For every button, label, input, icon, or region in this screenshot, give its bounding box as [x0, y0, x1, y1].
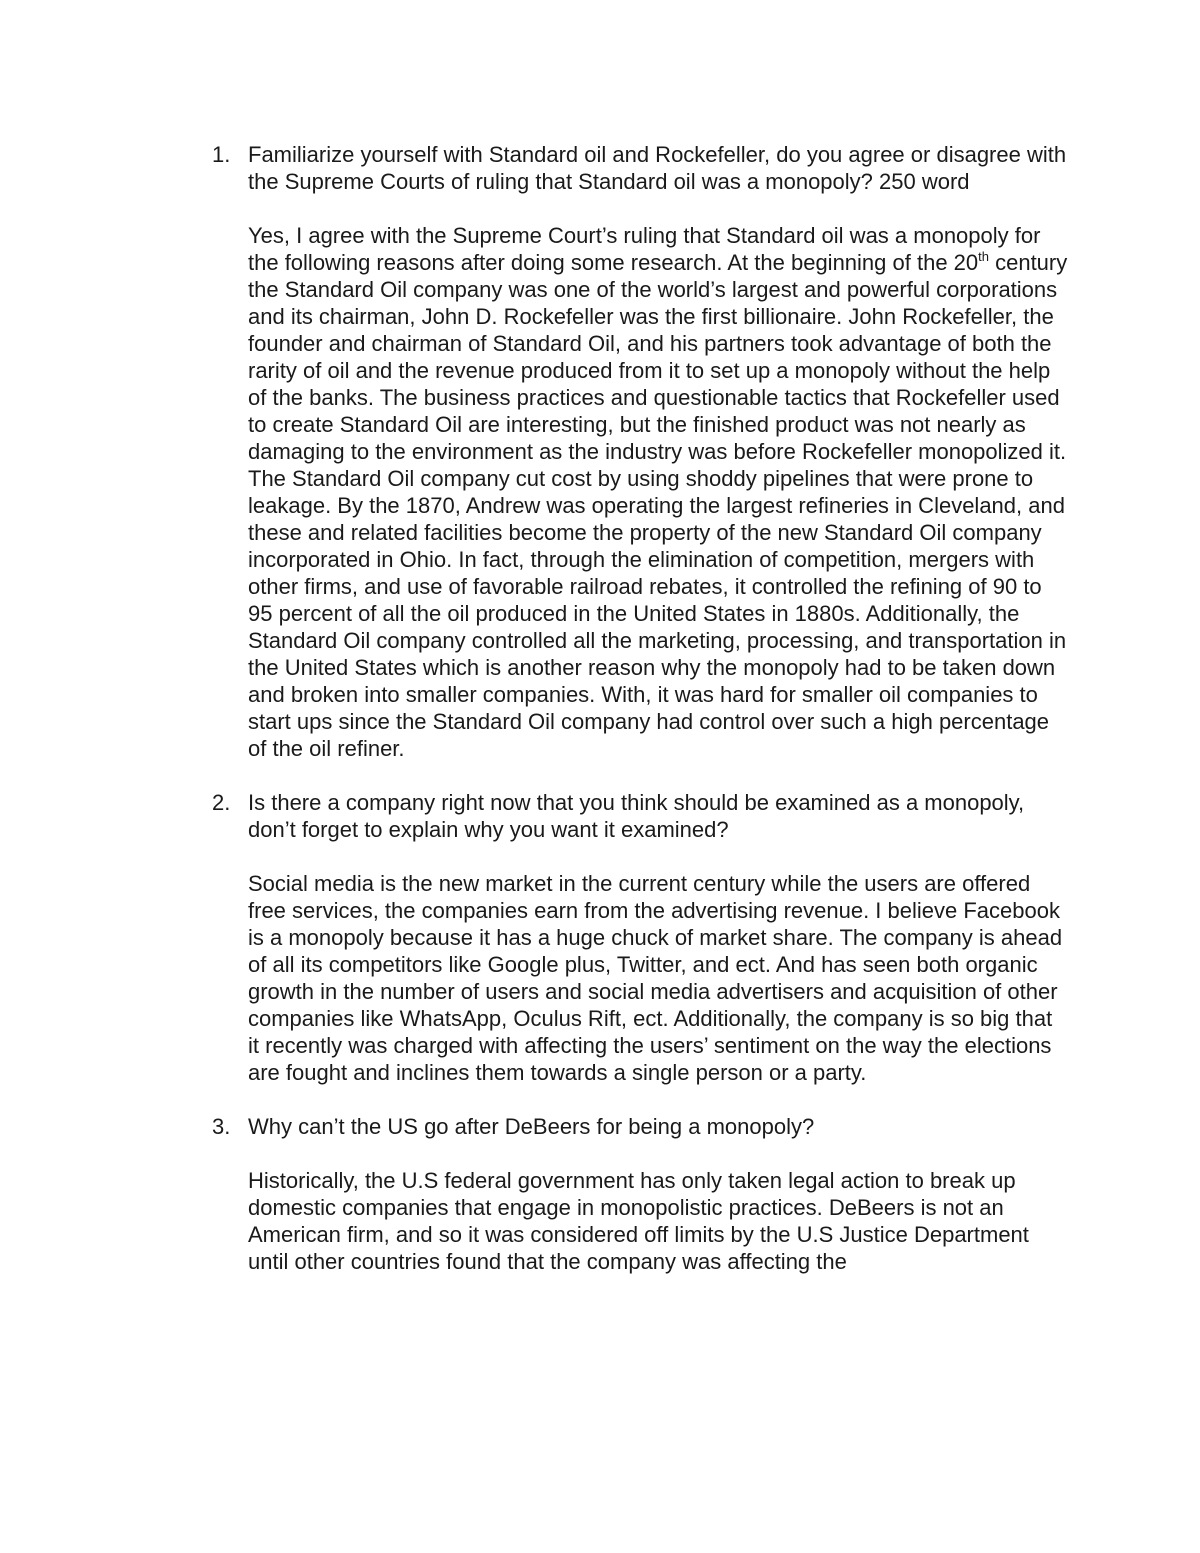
- question-text: Familiarize yourself with Standard oil and Rockefeller, do you agree or disagree with the Supreme Courts of ruling that Standard oil was a monopoly? 250 word: [248, 142, 1067, 194]
- answer-text-part: Yes, I agree with the Supreme Court’s ruling that Standard oil was a monopoly for the following reasons after doing some research. At the beginning of the 20: [248, 223, 1041, 275]
- ordinal-superscript: th: [978, 249, 989, 264]
- answer-text-part: century the Standard Oil company was one of the world’s largest and powerful corporations and its chairman, John D. Rockefeller was the first billionaire. John Rockefeller, the founder and chairman of Standard Oil, and his partners took advantage of both the rarity of oil and the revenue produced from it to set up a monopoly without the help of the banks. The business practices and questionable tactics that Rockefeller used to create Standard Oil are interesting, but the finished product was not nearly as damaging to the environment as the industry was before Rockefeller monopolized it. The Standard Oil company cut cost by using shoddy pipelines that were prone to leakage. By the 1870, Andrew was operating the largest refineries in Cleveland, and these and related facilities become the property of the new Standard Oil company incorporated in Ohio. In fact, through the elimination of competition, mergers with other firms, and use of favorable railroad rebates, it controlled the refining of 90 to 95 percent of all the oil produced in the United States in 1880s. Additionally, the Standard Oil company controlled all the marketing, processing, and transportation in the United States which is another reason why the monopoly had to be taken down and broken into smaller companies. With, it was hard for smaller oil companies to start ups since the Standard Oil company had control over such a high percentage of the oil refiner.: [248, 250, 1068, 761]
- question-body: [248, 141, 1068, 762]
- question-item-3: [0, 1113, 1200, 1275]
- question-item-1: [0, 141, 1200, 762]
- question-number: 1.: [212, 142, 231, 167]
- question-body: [248, 1113, 1068, 1275]
- question-item-2: [0, 789, 1200, 1086]
- question-number: 3.: [212, 1114, 231, 1139]
- answer-text: [248, 222, 1068, 762]
- question-list: [0, 141, 1200, 1302]
- question-text: Why can’t the US go after DeBeers for being a monopoly?: [248, 1114, 815, 1139]
- question-body: [248, 789, 1068, 1086]
- answer-text: Historically, the U.S federal government has only taken legal action to break up domestic companies that engage in monopolistic practices. DeBeers is not an American firm, and so it was considered off limits by the U.S Justice Department until other countries found that the company was affecting the: [248, 1168, 1029, 1274]
- question-text: Is there a company right now that you think should be examined as a monopoly, don’t forget to explain why you want it examined?: [248, 790, 1025, 842]
- question-number: 2.: [212, 790, 231, 815]
- answer-text: Social media is the new market in the current century while the users are offered free services, the companies earn from the advertising revenue. I believe Facebook is a monopoly because it has a huge chuck of market share. The company is ahead of all its competitors like Google plus, Twitter, and ect. And has seen both organic growth in the number of users and social media advertisers and acquisition of other companies like WhatsApp, Oculus Rift, ect. Additionally, the company is so big that it recently was charged with affecting the users’ sentiment on the way the elections are fought and inclines them towards a single person or a party.: [248, 871, 1063, 1085]
